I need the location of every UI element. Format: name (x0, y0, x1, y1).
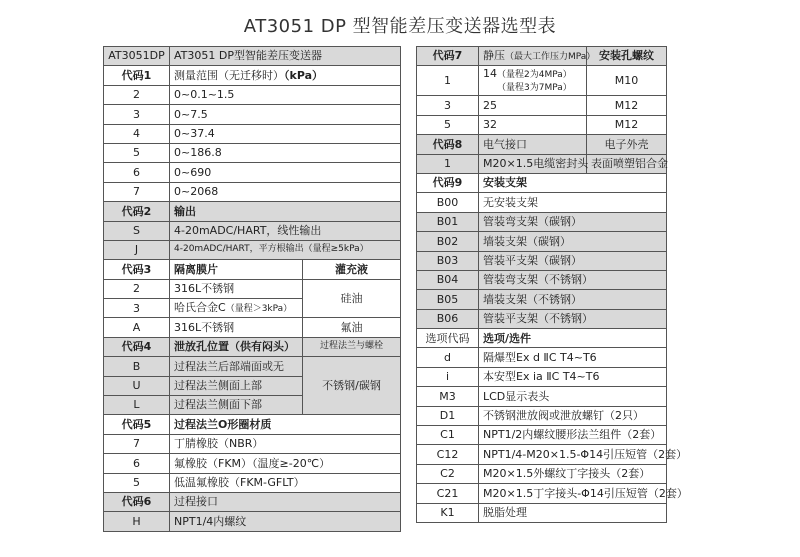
code7-header-row: 代码7 静压（最大工作压力MPa） 安装孔螺纹 (417, 47, 667, 66)
table-row: 6 0~690 (104, 163, 401, 182)
table-row: B00 无安装支架 (417, 193, 667, 212)
table-row: C1 NPT1/2内螺纹腰形法兰组件（2套） (417, 426, 667, 445)
code1-title-cell: 测量范围（无迁移时）（kPa） (170, 66, 401, 85)
table-row: d 隔爆型Ex d ⅡC T4~T6 (417, 348, 667, 367)
table-row: 6 氟橡胶（FKM）（温度≥-20℃） (104, 454, 401, 473)
table-row: L 过程法兰侧面下部 (104, 396, 401, 415)
table-row: 5 0~186.8 (104, 143, 401, 162)
table-row: 2 316L不锈钢 硅油 (104, 279, 401, 298)
table-row: 3 0~7.5 (104, 105, 401, 124)
code1-header-row (104, 66, 401, 85)
table-row: B01 管装弯支架（碳钢） (417, 212, 667, 231)
table-row: i 本安型Ex ia ⅡC T4~T6 (417, 367, 667, 386)
table-row: 1 14（量程2为4MPa） （量程3为7MPa） M10 (417, 66, 667, 96)
table-row: M3 LCD显示表头 (417, 387, 667, 406)
page-title: AT3051 DP 型智能差压变送器选型表 (243, 16, 557, 37)
options-header-row: 选项代码 选项/选件 (417, 329, 667, 348)
code1-label: 代码1 (104, 66, 170, 85)
left-selection-table (103, 46, 401, 532)
code8-header-row: 代码8 电气接口 电子外壳 (417, 135, 667, 154)
table-row: 5 32 M12 (417, 115, 667, 134)
table-row: 3 哈氏合金C（量程＞3kPa） (104, 299, 401, 318)
fill-fluoro-cell: 氟油 (303, 318, 401, 337)
table-row: D1 不锈钢泄放阀或泄放螺钉（2只） (417, 406, 667, 425)
table-row: B06 管装平支架（不锈钢） (417, 309, 667, 328)
left-header-row (104, 47, 401, 66)
code4-header-row: 代码4 泄放孔位置（供有闷头） 过程法兰与螺栓 (104, 337, 401, 356)
code5-header-row: 代码5 过程法兰O形圈材质 (104, 415, 401, 434)
table-row: U 过程法兰侧面上部 (104, 376, 401, 395)
code2-header-row: 代码2 输出 (104, 202, 401, 221)
table-row: H NPT1/4内螺纹 (104, 512, 401, 531)
table-row: B03 管装平支架（碳钢） (417, 251, 667, 270)
table-row: 1 M20×1.5电缆密封头 表面喷塑铝合金 (417, 154, 667, 173)
table-row: 7 0~2068 (104, 182, 401, 201)
code6-header-row: 代码6 过程接口 (104, 492, 401, 511)
table-row: 2 0~0.1~1.5 (104, 85, 401, 104)
right-selection-table (416, 46, 688, 523)
model-desc-cell: AT3051 DP型智能差压变送器 (170, 47, 401, 66)
table-row: S 4-20mADC/HART，线性输出 (104, 221, 401, 240)
table-row: 4 0~37.4 (104, 124, 401, 143)
table-row: C21 M20×1.5丁字接头-Φ14引压短管（2套） (417, 484, 667, 503)
code9-header-row: 代码9 安装支架 (417, 173, 667, 192)
code3-header-row: 代码3 隔离膜片 灌充液 (104, 260, 401, 279)
fill-silicone-cell: 硅油 (303, 279, 401, 318)
model-cell: AT3051DP (104, 47, 170, 66)
table-row: J 4-20mADC/HART，平方根输出（量程≥5kPa） (104, 240, 401, 259)
table-row: 3 25 M12 (417, 96, 667, 115)
table-row: C2 M20×1.5外螺纹丁字接头（2套） (417, 464, 667, 483)
table-row: K1 脱脂处理 (417, 503, 667, 522)
table-row: B 过程法兰后部端面或无 不锈钢/碳钢 (104, 357, 401, 376)
table-row: A 316L不锈钢 氟油 (104, 318, 401, 337)
table-row: C12 NPT1/4-M20×1.5-Φ14引压短管（2套） (417, 445, 667, 464)
table-row: B04 管装弯支架（不锈钢） (417, 270, 667, 289)
table-row: 7 丁腈橡胶（NBR） (104, 434, 401, 453)
flange-material-cell: 不锈钢/碳钢 (303, 357, 401, 415)
table-row: B05 墙装支架（不锈钢） (417, 290, 667, 309)
table-row: B02 墙装支架（碳钢） (417, 232, 667, 251)
table-row: 5 低温氟橡胶（FKM-GFLT） (104, 473, 401, 492)
